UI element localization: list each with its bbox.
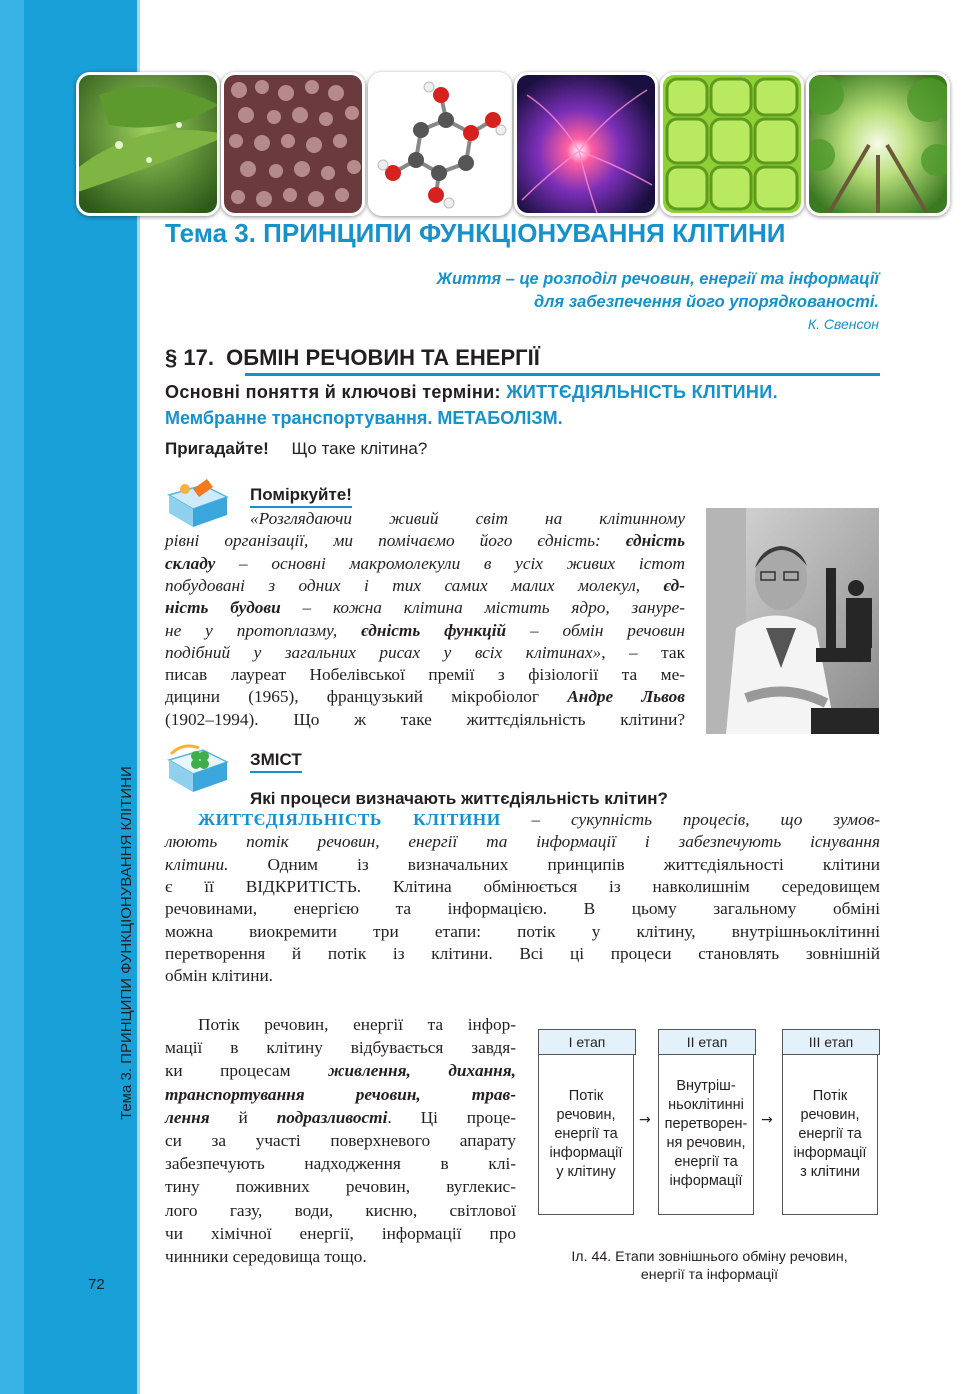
text-line xyxy=(165,898,880,920)
think-line xyxy=(165,709,685,731)
text-line xyxy=(165,1246,516,1269)
stage-text-line: Потік xyxy=(568,1087,604,1104)
section-title xyxy=(165,345,540,371)
text-line xyxy=(165,876,880,898)
text-run: – кожна клітина містить ядро, занурe- xyxy=(280,598,685,618)
text-run: ЖИТТЄДІЯЛЬНІСТЬ КЛІТИНИ xyxy=(198,810,501,829)
glucose-molecule-photo xyxy=(368,72,512,216)
text-run: єдність xyxy=(625,531,685,551)
text-run: дицини (1965), французький мікробіолог xyxy=(165,687,568,707)
text-run: писав лауреат Нобелівської премії з фізіології та ме- xyxy=(165,665,685,685)
recall-label: Пригадайте! xyxy=(165,439,269,458)
arrow-1: → xyxy=(639,1112,651,1128)
text-run: ність будови xyxy=(165,598,281,618)
text-run: – обмін речовин xyxy=(506,620,685,640)
text-line xyxy=(165,1176,516,1199)
stage-text-line: інформації xyxy=(793,1144,867,1161)
text-line xyxy=(198,809,880,831)
stage-3-body xyxy=(782,1054,878,1215)
key-terms-label: Основні поняття й ключові терміни: xyxy=(165,382,501,402)
stage-text-line: речовин, xyxy=(800,1106,860,1123)
text-run: можна виокремити три етапи: потік у клітину, внутрішньоклітинні xyxy=(165,921,880,941)
think-book-icon xyxy=(163,475,233,535)
epigraph-line-2: для забезпечення його упорядкованості. xyxy=(533,293,879,311)
section-number: § 17. xyxy=(165,345,214,370)
arrow-2: → xyxy=(761,1112,773,1128)
text-run: люють потік речовин, енергії та інформації і забезпечують існування xyxy=(165,832,880,852)
vertical-chapter-label: Тема 3. ПРИНЦИПИ ФУНКЦІОНУВАННЯ КЛІТИНИ xyxy=(118,766,135,1120)
text-run: побудовані з одних і тих самих малих молекул, xyxy=(165,575,664,595)
text-line xyxy=(198,1014,516,1037)
stage-text-line: інформації xyxy=(549,1144,623,1161)
text-run: живлення, дихання, xyxy=(328,1061,516,1081)
text-run: є її ВІДКРИТІСТЬ. Клітина обмінюється із навколишнім середовищем xyxy=(165,876,880,896)
stage-3-head: III етап xyxy=(782,1029,880,1055)
caption-line-2: енергії та інформації xyxy=(640,1267,779,1283)
key-terms-line-2: Мембранне транспортування. МЕТАБОЛІЗМ. xyxy=(165,408,563,428)
text-run: чи хімічної енергії, інформації про xyxy=(165,1223,516,1243)
text-run: забезпечують надходження в клі- xyxy=(165,1154,516,1174)
think-line xyxy=(165,620,685,642)
think-line xyxy=(165,575,685,597)
text-line xyxy=(165,921,880,943)
key-term-1: ЖИТТЄДІЯЛЬНІСТЬ КЛІТИНИ. xyxy=(506,382,778,402)
text-line xyxy=(165,943,880,965)
stage-text-line: у клітину xyxy=(556,1163,616,1180)
text-run: подібний у загальних рисах у всіх клітинах» xyxy=(165,642,602,662)
think-line xyxy=(165,597,685,619)
section-underline xyxy=(245,373,880,376)
text-run: лого газу, води, кисню, світлової xyxy=(165,1200,516,1220)
think-heading: Поміркуйте! xyxy=(250,485,352,508)
text-run: складу xyxy=(165,553,216,573)
text-line xyxy=(165,1153,516,1176)
recall-line xyxy=(165,439,427,459)
key-terms-line-1 xyxy=(165,382,778,403)
text-run: клітини. xyxy=(165,854,229,874)
text-run: «Розглядаючи живий світ на клітинному xyxy=(250,509,685,528)
text-line xyxy=(165,831,880,853)
text-run: єд- xyxy=(663,575,685,595)
text-run: . Ці проце- xyxy=(387,1107,516,1127)
text-run: чинники середовища тощо. xyxy=(165,1247,367,1266)
caption-line-1: Іл. 44. Етапи зовнішнього обміну речовин, xyxy=(571,1249,848,1265)
think-line xyxy=(165,553,685,575)
andre-lwoff-portrait xyxy=(706,508,879,734)
text-line xyxy=(165,1060,516,1083)
think-line xyxy=(165,686,685,708)
stage-text-line: з клітини xyxy=(800,1163,860,1180)
stage-1-head: I етап xyxy=(538,1029,636,1055)
stage-2-head: II етап xyxy=(658,1029,756,1055)
text-line xyxy=(165,1107,516,1130)
text-run: , – так xyxy=(601,642,685,662)
stage-text-line: речовин, xyxy=(556,1106,616,1123)
content-question: Які процеси визначають життєдіяльність клітин? xyxy=(250,789,668,808)
stage-text-line: ня речовин, xyxy=(666,1135,746,1151)
leaves-photo xyxy=(76,72,220,216)
text-run: тину поживних речовин, вуглекис- xyxy=(165,1177,516,1197)
text-run: перетворення й потік із клітини. Всі ці процеси становлять зовнішній xyxy=(165,943,880,963)
text-line xyxy=(165,1223,516,1246)
recall-question: Що таке клітина? xyxy=(291,439,428,458)
text-run: – сукупність процесів, що зумов- xyxy=(500,810,880,829)
epigraph-line-1: Життя – це розподіл речовин, енергії та інформації xyxy=(436,270,879,288)
stage-text-line: енергії та xyxy=(554,1125,618,1142)
text-line xyxy=(165,965,880,987)
text-run: єдність функцій xyxy=(361,620,507,640)
text-line xyxy=(165,854,880,876)
stage-text-line: енергії та xyxy=(798,1125,862,1142)
text-run: транспортування речовин, трав- xyxy=(165,1084,516,1104)
think-line xyxy=(165,664,685,686)
content-heading: ЗМІСТ xyxy=(250,750,302,773)
page-number: 72 xyxy=(88,1276,105,1293)
text-run: Потік речовин, енергії та інфор- xyxy=(198,1015,516,1034)
epigraph-author: К. Свенсон xyxy=(807,316,879,332)
stage-1-body xyxy=(538,1054,634,1215)
text-run: речовинами, енергією та інформацією. В цьому загальному обміні xyxy=(165,899,880,919)
text-run: й xyxy=(209,1107,277,1127)
text-run: Одним із визначальних принципів життєдіяльності клітини xyxy=(228,854,880,874)
think-line xyxy=(165,642,685,664)
stage-text-line: Внутріш- xyxy=(676,1078,736,1094)
stage-text-line: перетворен- xyxy=(664,1116,748,1132)
text-run: подразливості xyxy=(276,1107,388,1127)
text-run: лення xyxy=(165,1107,210,1127)
think-line xyxy=(250,508,685,530)
text-run: мації в клітину відбувається завдя- xyxy=(165,1038,516,1058)
side-band xyxy=(0,0,24,1394)
forest-canopy-photo xyxy=(806,72,950,216)
text-line xyxy=(165,1037,516,1060)
content-book-clover-icon xyxy=(163,740,233,800)
text-run: обмін клітини. xyxy=(165,966,274,986)
text-run: рівні організації, ми помічаємо його єдність: xyxy=(165,531,626,551)
section-heading: ОБМІН РЕЧОВИН ТА ЕНЕРГІЇ xyxy=(226,345,540,370)
text-line xyxy=(165,1130,516,1153)
text-run: си за участі поверхневого апарату xyxy=(165,1131,516,1150)
cells-dark-photo xyxy=(221,72,365,216)
think-line xyxy=(165,530,685,552)
text-run: – основні макромолекули в усіх живих істот xyxy=(215,553,685,573)
stage-text-line: інформації xyxy=(669,1173,743,1189)
stage-text-line: Потік xyxy=(812,1087,848,1104)
plasma-ball-photo xyxy=(514,72,658,216)
stage-2-body xyxy=(658,1054,754,1215)
stage-text-line: ньоклітинні xyxy=(668,1097,744,1113)
plant-cells-photo xyxy=(660,72,804,216)
text-run: не у протоплазму, xyxy=(165,620,362,640)
text-line xyxy=(165,1084,516,1107)
text-run: Андре Львов xyxy=(567,687,686,707)
figure-caption xyxy=(538,1248,881,1284)
text-run: ки процесам xyxy=(165,1061,329,1081)
text-line xyxy=(165,1200,516,1223)
stage-text-line: енергії та xyxy=(674,1154,738,1170)
text-run: (1902–1994). Що ж таке життєдіяльність клітини? xyxy=(165,709,685,729)
theme-title: Тема 3. ПРИНЦИПИ ФУНКЦІОНУВАННЯ КЛІТИНИ xyxy=(165,218,786,248)
